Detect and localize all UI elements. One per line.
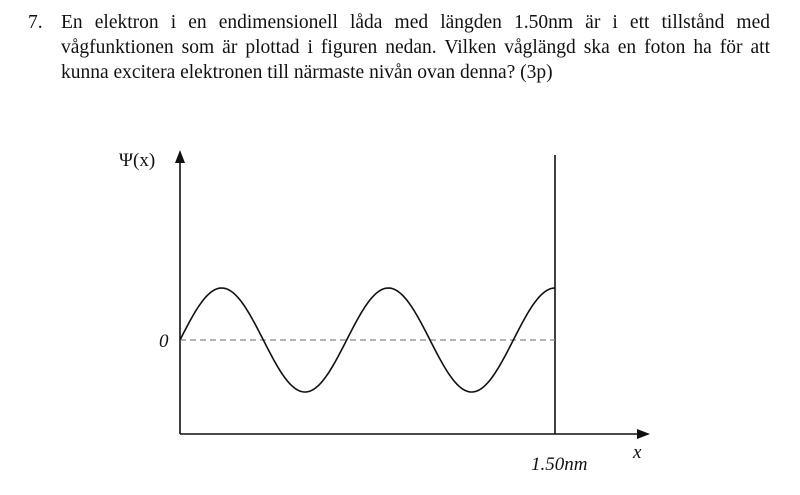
problem-number: 7.: [28, 12, 43, 33]
x-axis-arrow: [637, 429, 650, 439]
wavefunction-curve: [180, 288, 555, 392]
y-axis-arrow: [175, 150, 185, 163]
box-length-label: 1.50nm: [531, 454, 588, 475]
zero-label: 0: [159, 331, 169, 352]
x-axis-label: x: [633, 442, 642, 463]
y-axis-label: Ψ(x): [119, 150, 156, 171]
problem-text: En elektron i en endimensionell låda med längden 1.50nm är i ett tillstånd med vågfunktionen som är plottad i figuren nedan. Vilken våglängd ska en foton ha för att kunna excitera elektronen till närmaste nivån ovan denna? (3p): [61, 12, 770, 83]
